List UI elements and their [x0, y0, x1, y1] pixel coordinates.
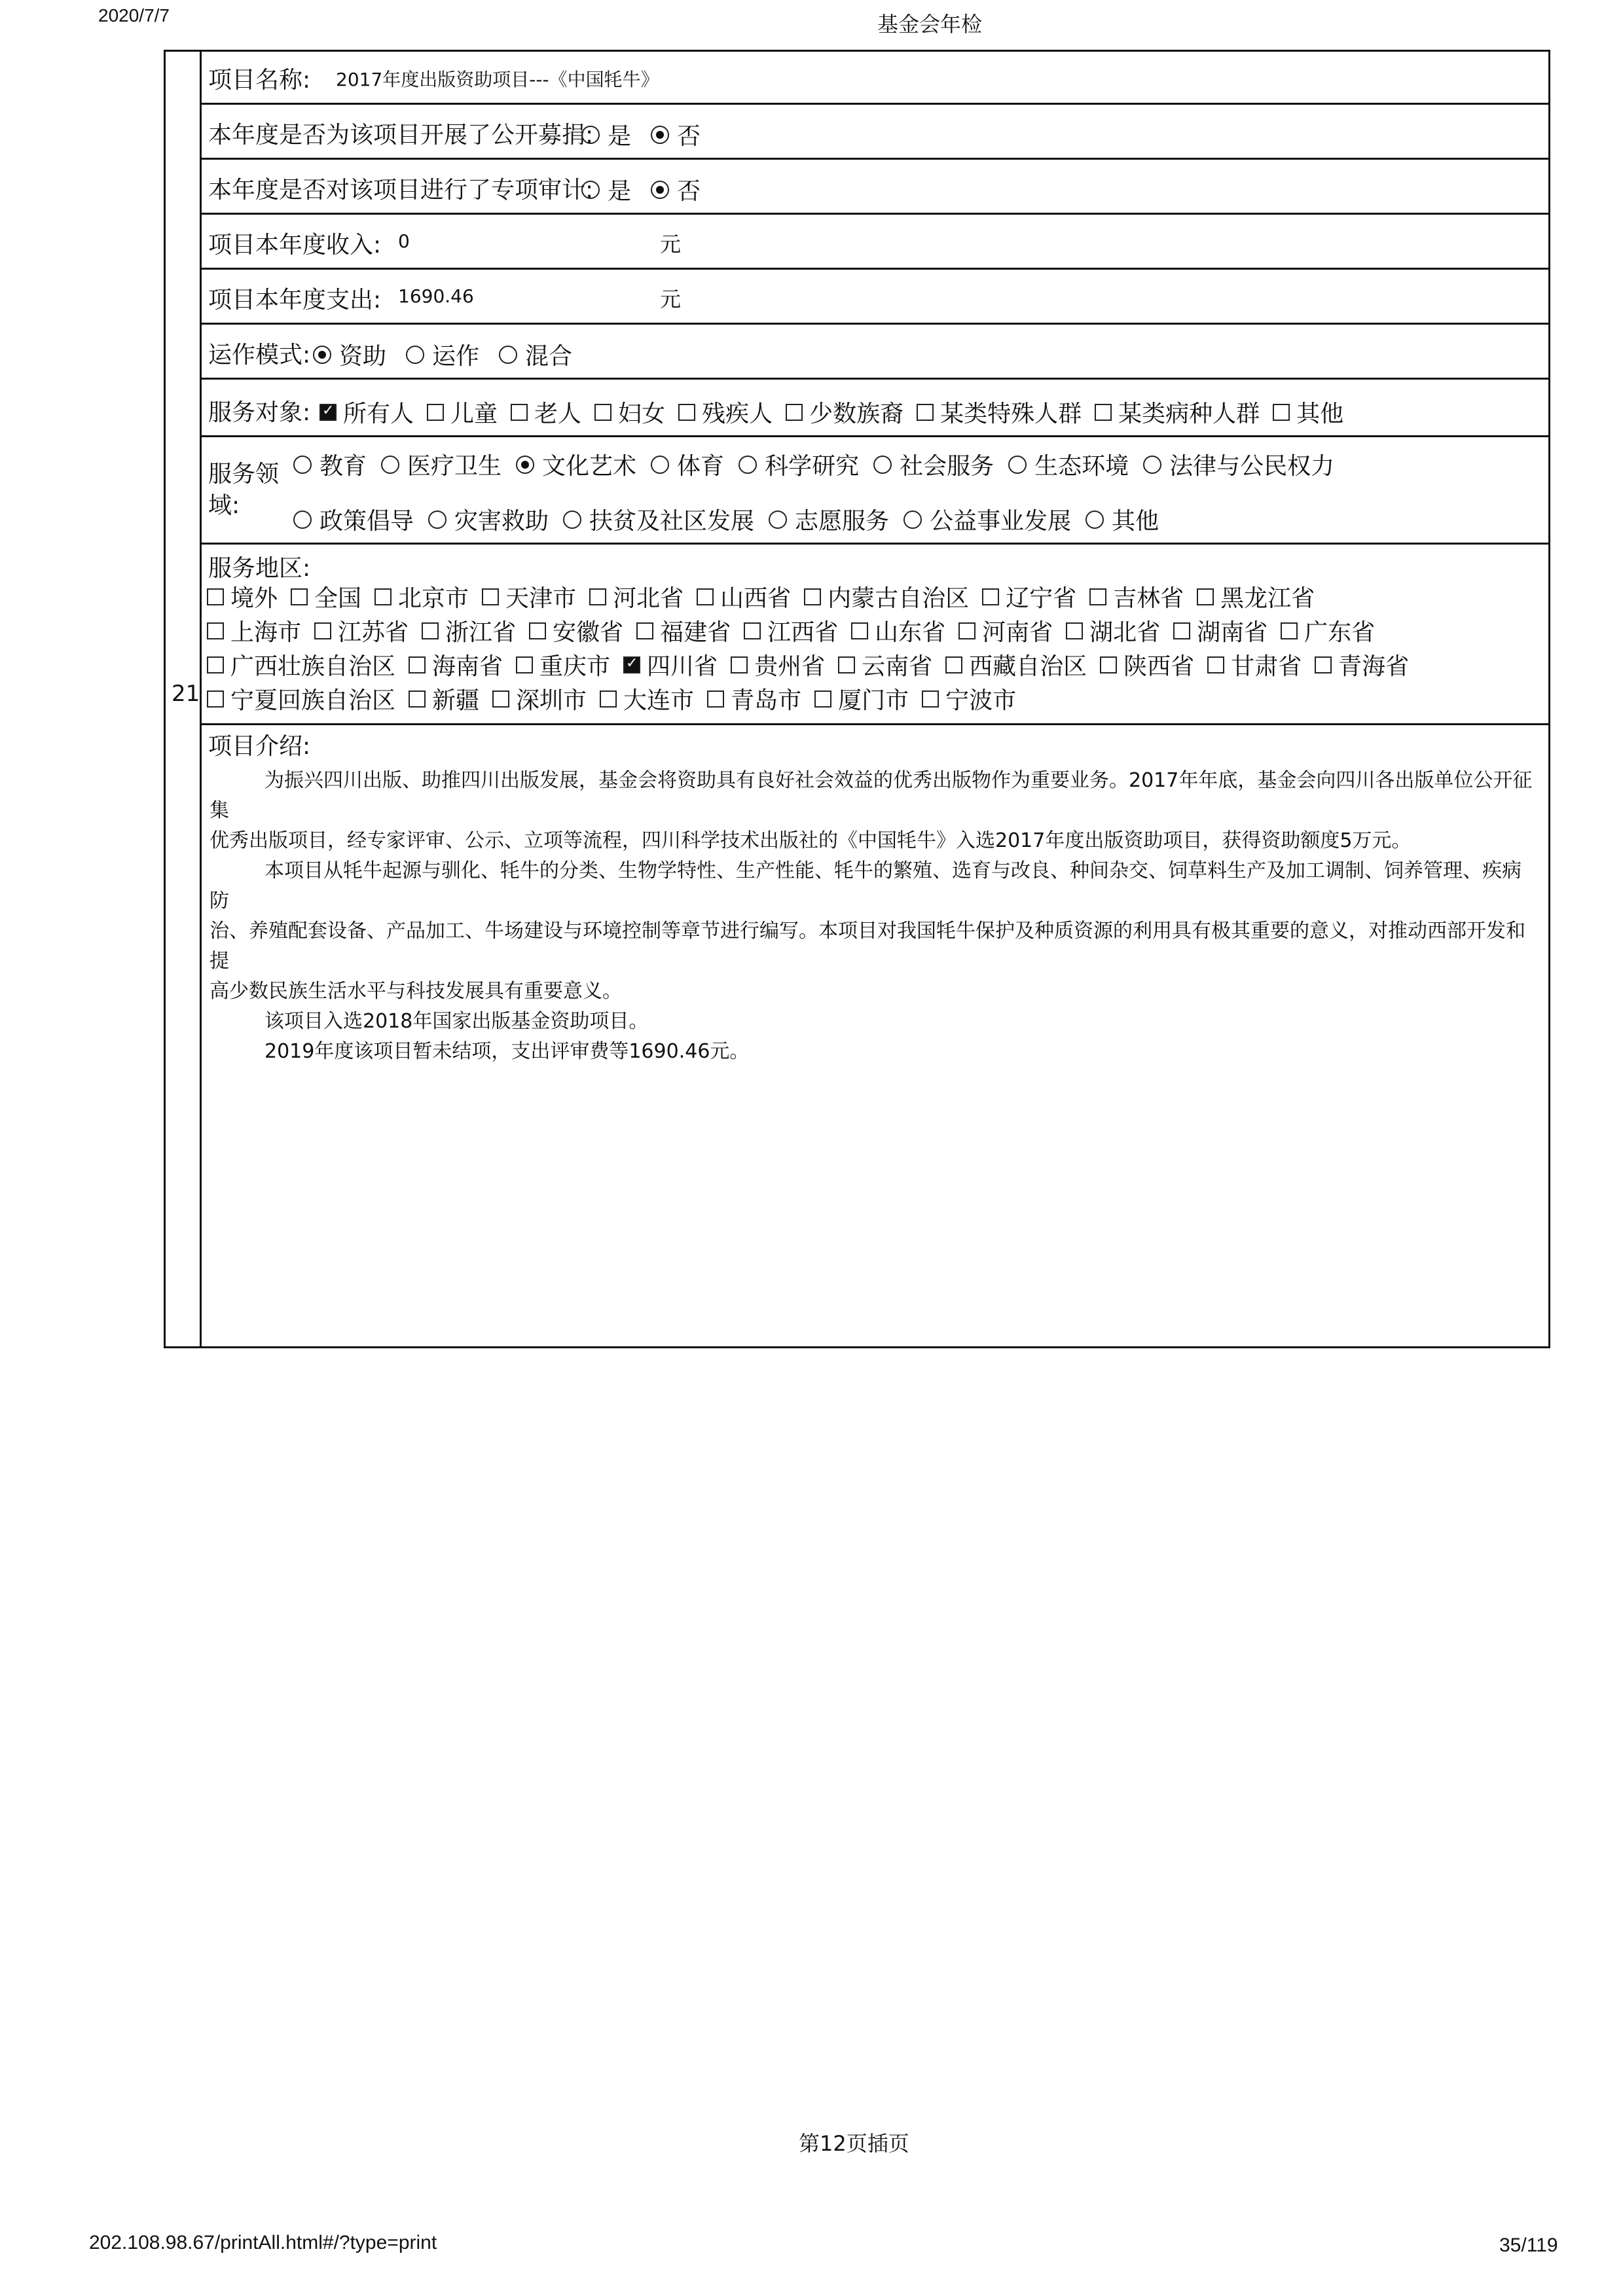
- option-label: 社会服务: [900, 453, 994, 480]
- option-label: 残疾人: [702, 401, 773, 427]
- checkbox-option-5[interactable]: [838, 648, 932, 681]
- option-label: 江苏省: [338, 619, 409, 646]
- expense-value: 1690.46: [398, 285, 474, 307]
- checkbox-option-4[interactable]: [589, 580, 684, 613]
- project-name-label: 项目名称:: [208, 67, 311, 94]
- checkbox-icon[interactable]: [697, 588, 714, 605]
- option-label: 安徽省: [553, 619, 624, 646]
- option-label: 西藏自治区: [969, 653, 1087, 680]
- checkbox-icon[interactable]: [744, 622, 761, 639]
- checkbox-icon[interactable]: [636, 622, 653, 639]
- checkbox-option-2[interactable]: [516, 648, 610, 681]
- option-label: 是: [608, 178, 632, 205]
- checkbox-icon[interactable]: [482, 588, 499, 605]
- checkbox-icon[interactable]: [207, 622, 224, 639]
- page-insert-label: 第12页插页: [799, 2131, 909, 2156]
- radio-option-0[interactable]: [581, 118, 631, 151]
- checkbox-option-7[interactable]: [982, 580, 1076, 613]
- option-label: 混合: [525, 343, 573, 370]
- checkbox-icon[interactable]: [1066, 622, 1083, 639]
- checkbox-option-3[interactable]: [482, 580, 576, 613]
- radio-option-2[interactable]: [499, 338, 572, 371]
- option-label: 儿童: [450, 401, 498, 427]
- option-label: 北京市: [398, 585, 469, 612]
- radio-icon[interactable]: [903, 511, 922, 529]
- checkbox-option-0[interactable]: [207, 648, 395, 681]
- income-value: 0: [398, 230, 410, 252]
- service-region-row: [202, 545, 1550, 725]
- option-label: 文化艺术: [542, 453, 637, 480]
- operation-mode-options: [313, 338, 592, 371]
- public-fundraising-options: [581, 118, 720, 151]
- checkbox-option-2[interactable]: [492, 682, 587, 715]
- option-label: 宁夏回族自治区: [230, 687, 396, 714]
- radio-icon[interactable]: [313, 346, 331, 364]
- checkbox-option-0[interactable]: [207, 580, 278, 613]
- option-label: 某类特殊人群: [940, 401, 1082, 427]
- radio-option-4[interactable]: [903, 503, 1071, 536]
- operation-mode-row: [202, 325, 1550, 380]
- intro-line: 为振兴四川出版、助推四川出版发展，基金会将资助具有良好社会效益的优秀出版物作为重要业务。2017年年底，基金会向四川各出版单位公开征集: [210, 769, 1533, 822]
- print-date: 2020/7/7: [98, 5, 170, 26]
- option-label: 老人: [534, 401, 582, 427]
- option-label: 青海省: [1338, 653, 1410, 680]
- option-label: 湖北省: [1089, 619, 1161, 646]
- row-number: 21: [172, 681, 200, 707]
- radio-icon[interactable]: [739, 456, 757, 474]
- checkbox-option-0[interactable]: [207, 682, 395, 715]
- intro-label: 项目介绍:: [208, 733, 311, 760]
- option-label: 医疗卫生: [407, 453, 502, 480]
- radio-option-6[interactable]: [1008, 448, 1129, 481]
- radio-icon[interactable]: [381, 456, 399, 474]
- service-field-options-row2: [293, 503, 1173, 536]
- option-label: 法律与公民权力: [1169, 453, 1335, 480]
- radio-icon[interactable]: [563, 511, 581, 529]
- checkbox-option-3[interactable]: [594, 395, 665, 429]
- checkbox-option-1[interactable]: [427, 395, 498, 429]
- radio-icon[interactable]: [499, 346, 517, 364]
- service-region-options-row4: [207, 682, 1029, 715]
- option-label: 少数族裔: [809, 401, 904, 427]
- intro-text: [210, 766, 1539, 1067]
- checkbox-option-6[interactable]: [945, 648, 1087, 681]
- radio-icon[interactable]: [1008, 456, 1027, 474]
- special-audit-row: [202, 160, 1550, 215]
- option-label: 政策倡导: [319, 508, 414, 535]
- radio-option-4[interactable]: [739, 448, 859, 481]
- option-label: 所有人: [343, 401, 414, 427]
- radio-icon[interactable]: [873, 456, 892, 474]
- page-count: 35/119: [1499, 2234, 1558, 2256]
- checkbox-option-8[interactable]: [1273, 395, 1343, 429]
- checkbox-option-3[interactable]: [529, 614, 623, 647]
- radio-option-1[interactable]: [428, 503, 549, 536]
- income-unit: 元: [660, 232, 682, 257]
- option-label: 贵州省: [754, 653, 826, 680]
- checkbox-icon[interactable]: [786, 404, 803, 421]
- checkbox-icon[interactable]: [623, 656, 640, 673]
- option-label: 河北省: [613, 585, 684, 612]
- option-label: 体育: [677, 453, 725, 480]
- option-label: 新疆: [432, 687, 480, 714]
- checkbox-icon[interactable]: [516, 656, 533, 673]
- option-label: 陕西省: [1123, 653, 1195, 680]
- checkbox-icon[interactable]: [982, 588, 999, 605]
- intro-line: 该项目入选2018年国家出版基金资助项目。: [264, 1010, 649, 1033]
- checkbox-icon[interactable]: [917, 404, 934, 421]
- checkbox-option-4[interactable]: [678, 395, 773, 429]
- option-label: 大连市: [623, 687, 695, 714]
- radio-option-3[interactable]: [769, 503, 889, 536]
- checkbox-option-4[interactable]: [636, 614, 731, 647]
- service-region-label: 服务地区:: [208, 555, 311, 582]
- checkbox-icon[interactable]: [529, 622, 546, 639]
- radio-icon[interactable]: [293, 511, 312, 529]
- option-label: 扶贫及社区发展: [589, 508, 755, 535]
- checkbox-icon[interactable]: [838, 656, 855, 673]
- option-label: 辽宁省: [1006, 585, 1077, 612]
- project-name-value: 2017年度出版资助项目---《中国牦牛》: [336, 69, 659, 90]
- radio-option-5[interactable]: [873, 448, 994, 481]
- radio-icon[interactable]: [516, 456, 534, 474]
- checkbox-icon[interactable]: [207, 691, 224, 708]
- radio-icon[interactable]: [581, 181, 600, 199]
- checkbox-icon[interactable]: [589, 588, 606, 605]
- option-label: 江西省: [767, 619, 839, 646]
- service-region-options-row3: [207, 648, 1422, 681]
- checkbox-icon[interactable]: [374, 588, 392, 605]
- option-label: 志愿服务: [795, 508, 890, 535]
- option-label: 吉林省: [1113, 585, 1184, 612]
- checkbox-option-1[interactable]: [409, 682, 479, 715]
- option-label: 福建省: [660, 619, 731, 646]
- checkbox-option-8[interactable]: [1089, 580, 1184, 613]
- checkbox-option-7[interactable]: [958, 614, 1053, 647]
- option-label: 四川省: [647, 653, 718, 680]
- option-label: 山东省: [875, 619, 946, 646]
- checkbox-icon[interactable]: [207, 588, 224, 605]
- checkbox-option-8[interactable]: [1207, 648, 1302, 681]
- option-label: 是: [608, 123, 632, 150]
- checkbox-icon[interactable]: [1095, 404, 1112, 421]
- checkbox-option-2[interactable]: [511, 395, 581, 429]
- option-label: 重庆市: [539, 653, 611, 680]
- checkbox-icon[interactable]: [319, 404, 337, 421]
- checkbox-icon[interactable]: [314, 622, 331, 639]
- checkbox-icon[interactable]: [207, 656, 224, 673]
- checkbox-icon[interactable]: [678, 404, 695, 421]
- checkbox-icon[interactable]: [1207, 656, 1224, 673]
- checkbox-icon[interactable]: [945, 656, 962, 673]
- option-label: 灾害救助: [454, 508, 549, 535]
- checkbox-option-3[interactable]: [623, 648, 718, 681]
- service-field-options-row1: [293, 448, 1349, 481]
- service-field-row: [202, 437, 1550, 545]
- service-target-label: 服务对象:: [208, 399, 311, 426]
- intro-line: 优秀出版项目，经专家评审、公示、立项等流程，四川科学技术出版社的《中国牦牛》入选2017年度出版资助项目，获得资助额度5万元。: [210, 829, 1412, 852]
- radio-icon[interactable]: [581, 126, 600, 144]
- radio-option-5[interactable]: [1085, 503, 1159, 536]
- option-label: 科学研究: [765, 453, 860, 480]
- radio-option-1[interactable]: [651, 173, 701, 206]
- checkbox-icon[interactable]: [409, 691, 426, 708]
- checkbox-option-5[interactable]: [744, 614, 838, 647]
- radio-option-0[interactable]: [313, 338, 386, 371]
- checkbox-option-1[interactable]: [314, 614, 409, 647]
- checkbox-option-1[interactable]: [291, 580, 361, 613]
- radio-icon[interactable]: [428, 511, 447, 529]
- option-label: 某类病种人群: [1118, 401, 1260, 427]
- checkbox-icon[interactable]: [1089, 588, 1106, 605]
- special-audit-label: 本年度是否对该项目进行了专项审计:: [208, 177, 594, 204]
- checkbox-icon[interactable]: [707, 691, 724, 708]
- radio-icon[interactable]: [1143, 456, 1161, 474]
- checkbox-option-9[interactable]: [1315, 648, 1409, 681]
- option-label: 广西壮族自治区: [230, 653, 396, 680]
- expense-unit: 元: [660, 287, 682, 312]
- checkbox-icon[interactable]: [600, 691, 617, 708]
- radio-icon[interactable]: [651, 181, 669, 199]
- radio-icon[interactable]: [1085, 511, 1104, 529]
- radio-option-2[interactable]: [563, 503, 754, 536]
- checkbox-icon[interactable]: [427, 404, 444, 421]
- option-label: 黑龙江省: [1220, 585, 1315, 612]
- checkbox-option-3[interactable]: [600, 682, 694, 715]
- radio-icon[interactable]: [769, 511, 787, 529]
- checkbox-icon[interactable]: [409, 656, 426, 673]
- radio-option-0[interactable]: [581, 173, 631, 206]
- income-row: [202, 215, 1550, 270]
- checkbox-icon[interactable]: [804, 588, 821, 605]
- checkbox-option-6[interactable]: [922, 682, 1016, 715]
- service-field-label-line2: 域:: [208, 492, 240, 519]
- option-label: 天津市: [505, 585, 577, 612]
- radio-option-1[interactable]: [406, 338, 479, 371]
- page-title: 基金会年检: [877, 12, 983, 37]
- option-label: 山西省: [720, 585, 792, 612]
- option-label: 内蒙古自治区: [828, 585, 970, 612]
- checkbox-option-2[interactable]: [422, 614, 516, 647]
- checkbox-icon[interactable]: [851, 622, 868, 639]
- checkbox-icon[interactable]: [922, 691, 939, 708]
- checkbox-icon[interactable]: [731, 656, 748, 673]
- option-label: 甘肃省: [1231, 653, 1302, 680]
- service-region-options-row1: [207, 580, 1328, 613]
- checkbox-icon[interactable]: [492, 691, 509, 708]
- checkbox-option-10[interactable]: [1281, 614, 1375, 647]
- expense-label: 项目本年度支出:: [208, 287, 382, 314]
- option-label: 运作: [432, 343, 480, 370]
- service-target-options: [319, 395, 1357, 429]
- expense-row: [202, 270, 1550, 325]
- print-url: 202.108.98.67/printAll.html#/?type=print: [89, 2232, 437, 2253]
- option-label: 海南省: [432, 653, 503, 680]
- radio-icon[interactable]: [406, 346, 424, 364]
- option-label: 浙江省: [445, 619, 517, 646]
- income-label: 项目本年度收入:: [208, 232, 382, 259]
- checkbox-option-0[interactable]: [319, 395, 414, 429]
- checkbox-icon[interactable]: [814, 691, 831, 708]
- checkbox-icon[interactable]: [1100, 656, 1117, 673]
- radio-option-1[interactable]: [381, 448, 501, 481]
- checkbox-option-1[interactable]: [409, 648, 503, 681]
- radio-icon[interactable]: [651, 126, 669, 144]
- checkbox-icon[interactable]: [958, 622, 976, 639]
- checkbox-option-6[interactable]: [851, 614, 945, 647]
- service-field-label-line1: 服务领: [208, 461, 280, 488]
- checkbox-option-5[interactable]: [786, 395, 903, 429]
- checkbox-icon[interactable]: [594, 404, 611, 421]
- intro-line: 本项目从牦牛起源与驯化、牦牛的分类、生物学特性、生产性能、牦牛的繁殖、选育与改良、种间杂交、饲草料生产及加工调制、饲养管理、疾病防: [210, 859, 1522, 912]
- project-name-row: [202, 50, 1550, 105]
- checkbox-option-5[interactable]: [814, 682, 909, 715]
- service-region-options-row2: [207, 614, 1388, 647]
- radio-option-0[interactable]: [293, 448, 367, 481]
- checkbox-option-9[interactable]: [1173, 614, 1267, 647]
- option-label: 广东省: [1304, 619, 1376, 646]
- checkbox-icon[interactable]: [1315, 656, 1332, 673]
- radio-icon[interactable]: [293, 456, 312, 474]
- public-fundraising-label: 本年度是否为该项目开展了公开募捐:: [208, 122, 594, 149]
- checkbox-icon[interactable]: [291, 588, 308, 605]
- checkbox-option-8[interactable]: [1066, 614, 1160, 647]
- option-label: 其他: [1296, 401, 1344, 427]
- checkbox-icon[interactable]: [1273, 404, 1290, 421]
- checkbox-option-0[interactable]: [207, 614, 301, 647]
- checkbox-icon[interactable]: [1281, 622, 1298, 639]
- checkbox-icon[interactable]: [511, 404, 528, 421]
- checkbox-option-2[interactable]: [374, 580, 469, 613]
- checkbox-option-6[interactable]: [804, 580, 969, 613]
- option-label: 深圳市: [516, 687, 587, 714]
- radio-option-3[interactable]: [651, 448, 724, 481]
- option-label: 否: [677, 178, 701, 205]
- option-label: 宁波市: [945, 687, 1017, 714]
- checkbox-option-7[interactable]: [1100, 648, 1194, 681]
- radio-option-2[interactable]: [516, 448, 636, 481]
- option-label: 妇女: [618, 401, 666, 427]
- radio-option-1[interactable]: [651, 118, 701, 151]
- option-label: 厦门市: [838, 687, 909, 714]
- option-label: 公益事业发展: [930, 508, 1072, 535]
- checkbox-option-4[interactable]: [731, 648, 825, 681]
- option-label: 青岛市: [731, 687, 802, 714]
- intro-line: 2019年度该项目暂未结项，支出评审费等1690.46元。: [264, 1040, 750, 1063]
- checkbox-option-5[interactable]: [697, 580, 791, 613]
- option-label: 否: [677, 123, 701, 150]
- option-label: 全国: [314, 585, 362, 612]
- option-label: 资助: [339, 343, 387, 370]
- option-label: 云南省: [862, 653, 933, 680]
- option-label: 河南省: [982, 619, 1053, 646]
- option-label: 教育: [319, 453, 367, 480]
- option-label: 境外: [230, 585, 278, 612]
- option-label: 湖南省: [1197, 619, 1268, 646]
- intro-line: 治、养殖配套设备、产品加工、牛场建设与环境控制等章节进行编写。本项目对我国牦牛保护及种质资源的利用具有极其重要的意义，对推动西部开发和提: [210, 920, 1525, 973]
- option-label: 其他: [1112, 508, 1159, 535]
- radio-option-0[interactable]: [293, 503, 414, 536]
- radio-icon[interactable]: [651, 456, 669, 474]
- operation-mode-label: 运作模式:: [208, 342, 311, 368]
- intro-line: 高少数民族生活水平与科技发展具有重要意义。: [210, 980, 622, 1003]
- public-fundraising-row: [202, 105, 1550, 160]
- special-audit-options: [581, 173, 720, 206]
- checkbox-icon[interactable]: [1197, 588, 1214, 605]
- service-target-row: [202, 380, 1550, 437]
- intro-section: [202, 725, 1550, 1348]
- option-label: 上海市: [230, 619, 302, 646]
- checkbox-icon[interactable]: [422, 622, 439, 639]
- radio-option-7[interactable]: [1143, 448, 1334, 481]
- checkbox-option-9[interactable]: [1197, 580, 1315, 613]
- checkbox-option-6[interactable]: [917, 395, 1082, 429]
- checkbox-option-7[interactable]: [1095, 395, 1260, 429]
- checkbox-option-4[interactable]: [707, 682, 801, 715]
- option-label: 生态环境: [1034, 453, 1129, 480]
- checkbox-icon[interactable]: [1173, 622, 1190, 639]
